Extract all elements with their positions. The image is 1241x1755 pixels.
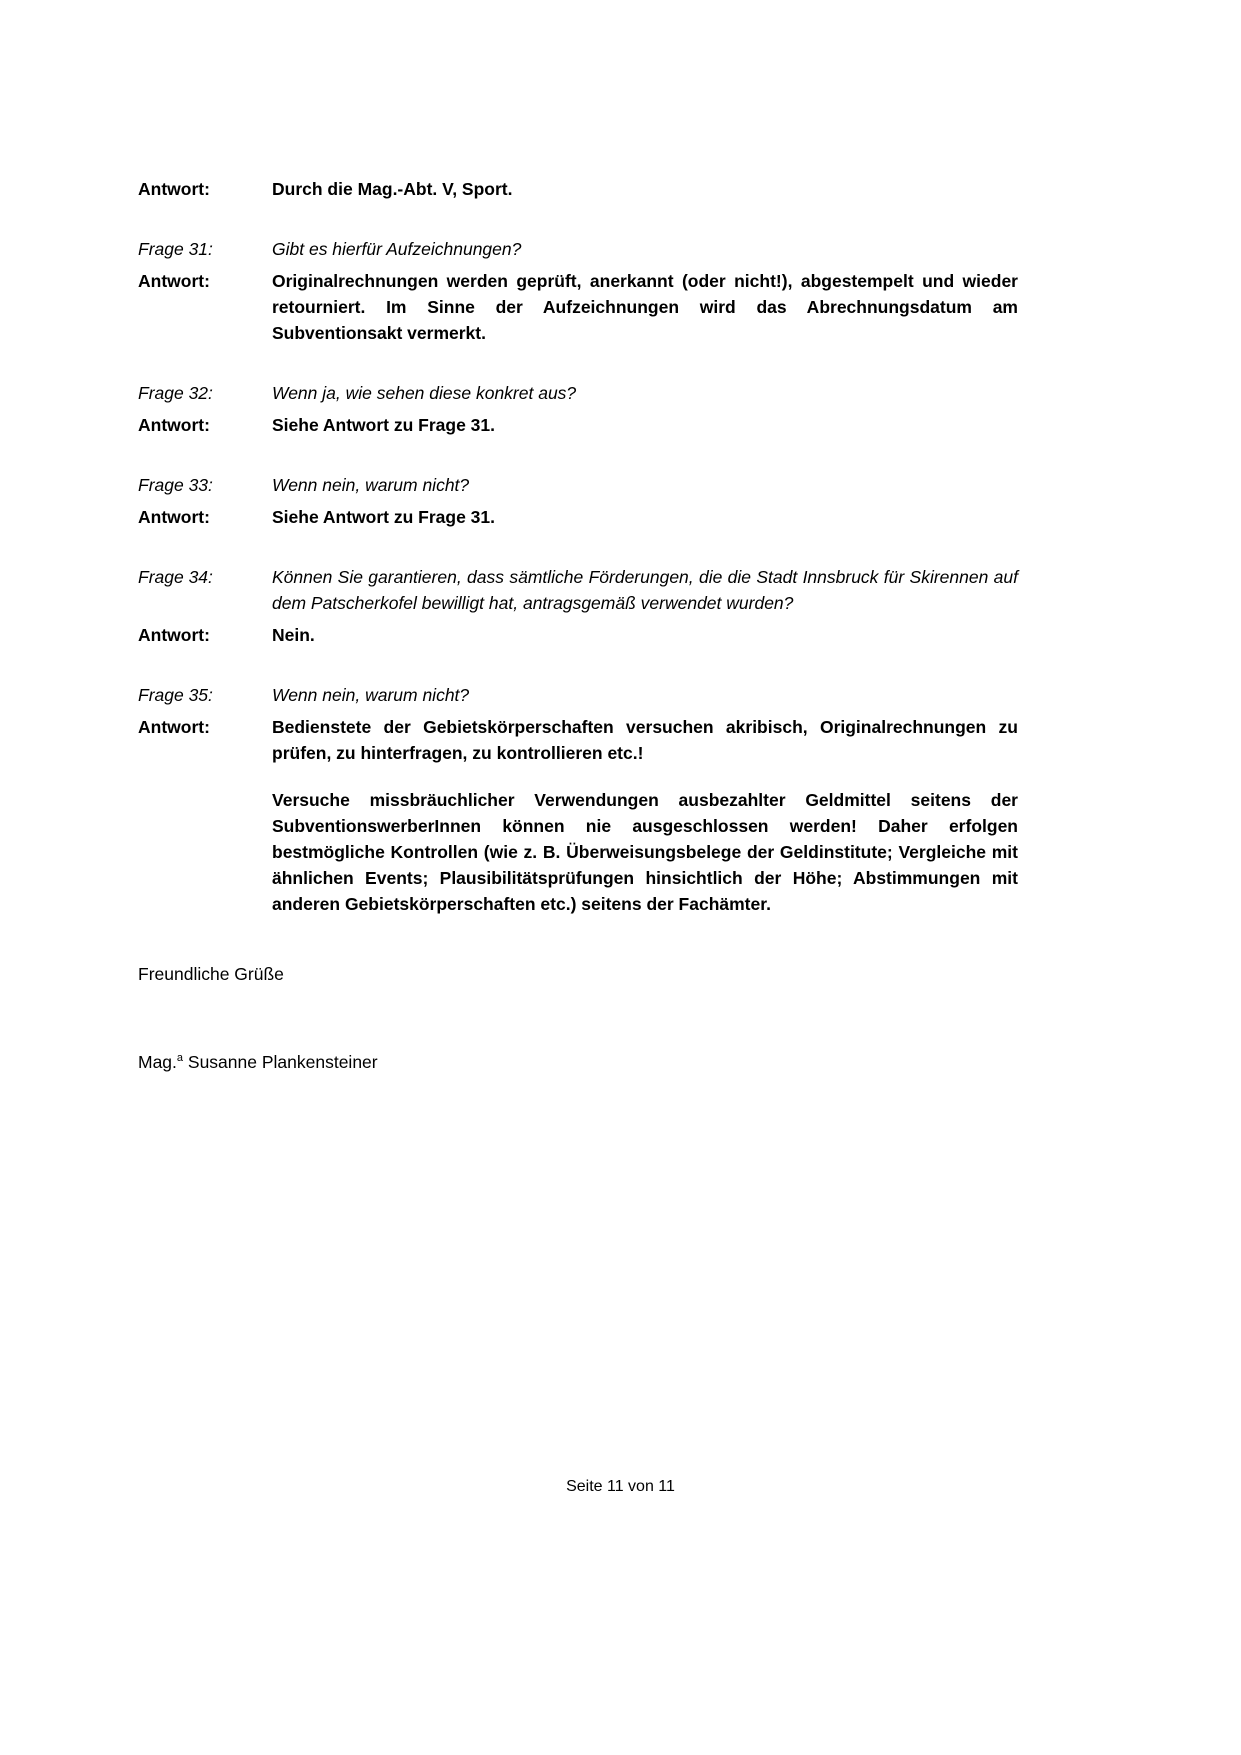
question-text: Wenn nein, warum nicht?	[272, 475, 470, 495]
answer-label: Antwort:	[138, 625, 210, 645]
question-label: Frage 32:	[138, 383, 213, 403]
document-body	[138, 176, 1018, 1075]
signature-name: Susanne Plankensteiner	[183, 1052, 378, 1072]
answer-paragraph: Siehe Antwort zu Frage 31.	[272, 415, 496, 435]
answer-text	[272, 622, 1018, 648]
signature-title: Mag.	[138, 1052, 177, 1072]
question-text: Können Sie garantieren, dass sämtliche Förderungen, die die Stadt Innsbruck für Skirennen auf dem Patscherkofel bewilligt hat, antragsgemäß verwendet wurden?	[272, 567, 1018, 613]
qa-block	[138, 176, 1018, 202]
qa-block	[138, 682, 1018, 917]
answer-paragraph: Bedienstete der Gebietskörperschaften versuchen akribisch, Originalrechnungen zu prüfen, zu hinterfragen, zu kontrollieren etc.!	[272, 717, 1018, 763]
closing-line: Freundliche Grüße	[138, 964, 284, 984]
question-row	[138, 472, 1018, 498]
qa-block	[138, 236, 1018, 346]
qa-block	[138, 380, 1018, 438]
question-row	[138, 236, 1018, 262]
answer-row	[138, 504, 1018, 530]
question-label: Frage 31:	[138, 239, 213, 259]
answer-text	[272, 714, 1018, 917]
answer-label: Antwort:	[138, 507, 210, 527]
answer-paragraph: Siehe Antwort zu Frage 31.	[272, 507, 496, 527]
answer-label: Antwort:	[138, 271, 210, 291]
qa-block	[138, 564, 1018, 648]
answer-text	[272, 268, 1018, 346]
signature-line	[138, 1049, 1018, 1075]
answer-row	[138, 176, 1018, 202]
answer-label: Antwort:	[138, 415, 210, 435]
question-text: Wenn ja, wie sehen diese konkret aus?	[272, 383, 577, 403]
answer-paragraph: Originalrechnungen werden geprüft, anerkannt (oder nicht!), abgestempelt und wieder retourniert. Im Sinne der Aufzeichnungen wird das Abrechnungsdatum am Subventionsakt vermerkt.	[272, 271, 1018, 343]
question-row	[138, 682, 1018, 708]
question-row	[138, 564, 1018, 616]
answer-text	[272, 504, 1018, 530]
page-footer: Seite 11 von 11	[566, 1478, 675, 1495]
answer-paragraph: Durch die Mag.-Abt. V, Sport.	[272, 179, 513, 199]
answer-row	[138, 412, 1018, 438]
question-label: Frage 35:	[138, 685, 213, 705]
answer-row	[138, 268, 1018, 346]
answer-text	[272, 412, 1018, 438]
question-text: Gibt es hierfür Aufzeichnungen?	[272, 239, 522, 259]
answer-label: Antwort:	[138, 179, 210, 199]
question-row	[138, 380, 1018, 406]
answer-paragraph: Nein.	[272, 625, 315, 645]
question-label: Frage 34:	[138, 567, 213, 587]
answer-row	[138, 622, 1018, 648]
question-text: Wenn nein, warum nicht?	[272, 685, 470, 705]
answer-label: Antwort:	[138, 717, 210, 737]
answer-text	[272, 176, 1018, 202]
question-label: Frage 33:	[138, 475, 213, 495]
answer-paragraph: Versuche missbräuchlicher Verwendungen ausbezahlter Geldmittel seitens der SubventionswerberInnen können nie ausgeschlossen werden! Daher erfolgen bestmögliche Kontrollen (wie z. B. Überweisungsbelege der Geldinstitute; Vergleiche mit ähnlichen Events; Plausibilitätsprüfungen hinsichtlich der Höhe; Abstimmungen mit anderen Gebietskörperschaften etc.) seitens der Fachämter.	[272, 790, 1018, 914]
answer-row	[138, 714, 1018, 917]
qa-block	[138, 472, 1018, 530]
signature-superscript: a	[176, 1052, 184, 1065]
